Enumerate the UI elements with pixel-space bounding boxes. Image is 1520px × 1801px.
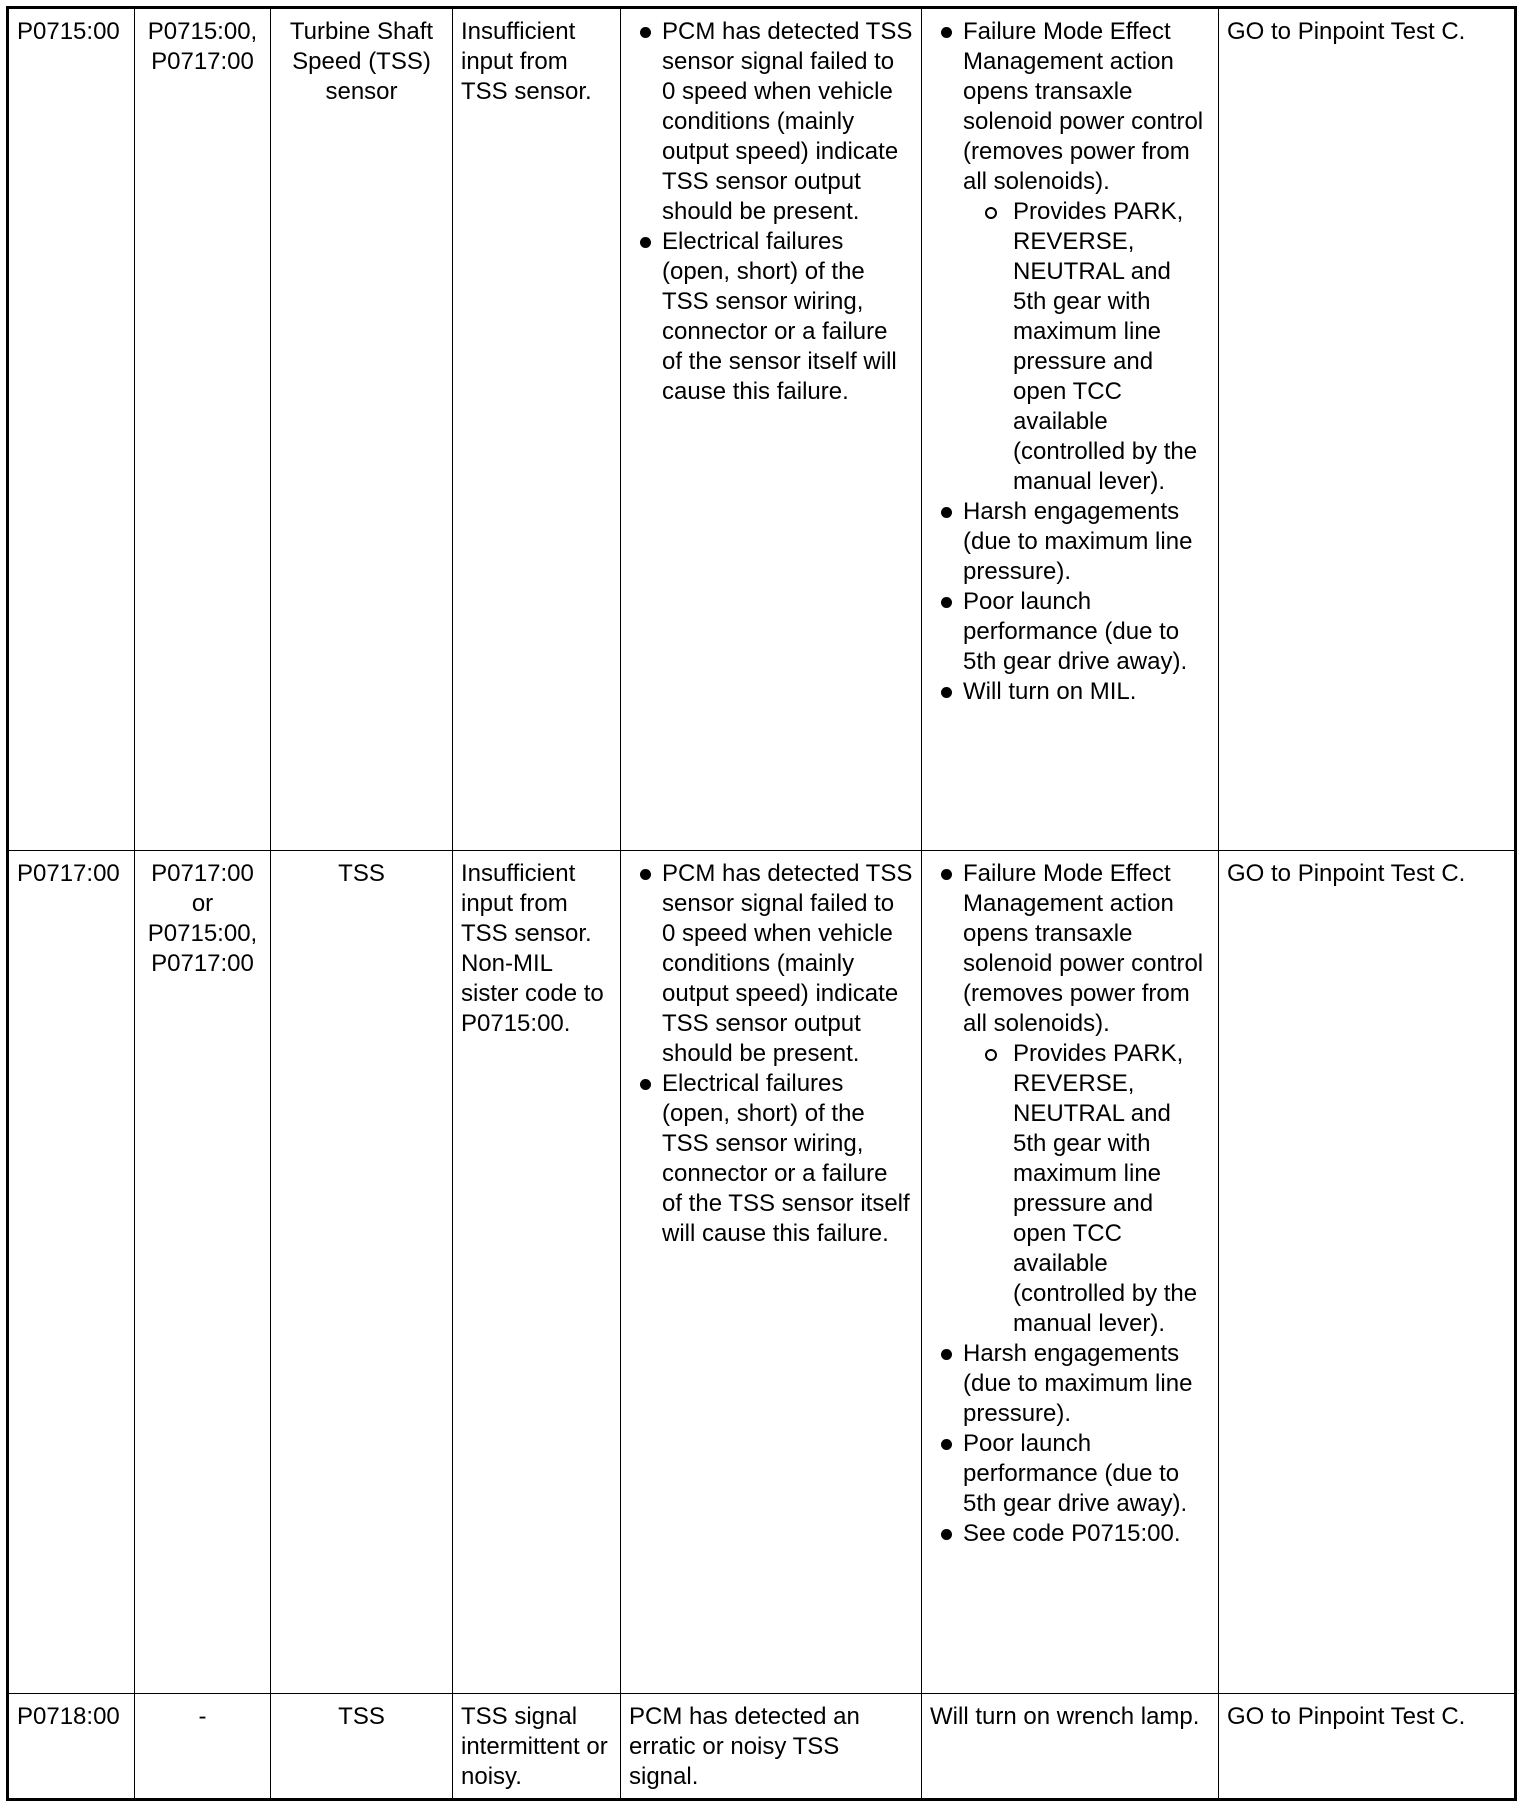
- list-item: [930, 17, 1210, 497]
- list-item: Harsh engagements (due to maximum line pressure).: [930, 1339, 1210, 1429]
- table-row: [8, 1694, 1516, 1800]
- list-item: PCM has detected TSS sensor signal failed to 0 speed when vehicle conditions (mainly output speed) indicate TSS sensor output should be present.: [629, 859, 913, 1069]
- table-row: [8, 8, 1516, 851]
- sub-list-item: Provides PARK, REVERSE, NEUTRAL and 5th gear with maximum line pressure and open TCC available (controlled by the manual lever).: [963, 197, 1210, 497]
- dtc-table: [6, 6, 1517, 1801]
- description-cell: Insufficient input from TSS sensor.: [453, 8, 621, 851]
- list-item: [930, 859, 1210, 1339]
- action-cell: GO to Pinpoint Test C.: [1219, 8, 1516, 851]
- dtc-code-cell: P0717:00: [8, 851, 135, 1694]
- conditions-cell: [621, 8, 922, 851]
- description-cell: TSS signal intermittent or noisy.: [453, 1694, 621, 1800]
- component-cell: TSS: [271, 1694, 453, 1800]
- conditions-cell: [621, 851, 922, 1694]
- dtc-code-cell: P0718:00: [8, 1694, 135, 1800]
- symptoms-cell: [922, 851, 1219, 1694]
- conditions-cell: PCM has detected an erratic or noisy TSS signal.: [621, 1694, 922, 1800]
- list-item: Poor launch performance (due to 5th gear drive away).: [930, 587, 1210, 677]
- symptom-main-text: Failure Mode Effect Management action opens transaxle solenoid power control (removes power from all solenoids).: [963, 860, 1204, 1037]
- sub-list-item: Provides PARK, REVERSE, NEUTRAL and 5th gear with maximum line pressure and open TCC available (controlled by the manual lever).: [963, 1039, 1210, 1339]
- component-cell: Turbine Shaft Speed (TSS) sensor: [271, 8, 453, 851]
- component-cell: TSS: [271, 851, 453, 1694]
- symptoms-cell: Will turn on wrench lamp.: [922, 1694, 1219, 1800]
- dtc-code-cell: P0715:00: [8, 8, 135, 851]
- list-item: Will turn on MIL.: [930, 677, 1210, 707]
- table-row: [8, 851, 1516, 1694]
- list-item: Harsh engagements (due to maximum line pressure).: [930, 497, 1210, 587]
- action-cell: GO to Pinpoint Test C.: [1219, 1694, 1516, 1800]
- symptoms-cell: [922, 8, 1219, 851]
- related-codes-cell: P0715:00, P0717:00: [135, 8, 271, 851]
- list-item: Electrical failures (open, short) of the TSS sensor wiring, connector or a failure of the sensor itself will cause this failure.: [629, 227, 913, 407]
- list-item: PCM has detected TSS sensor signal failed to 0 speed when vehicle conditions (mainly output speed) indicate TSS sensor output should be present.: [629, 17, 913, 227]
- list-item: Electrical failures (open, short) of the TSS sensor wiring, connector or a failure of the TSS sensor itself will cause this failure.: [629, 1069, 913, 1249]
- symptom-main-text: Failure Mode Effect Management action opens transaxle solenoid power control (removes power from all solenoids).: [963, 18, 1204, 195]
- list-item: Poor launch performance (due to 5th gear drive away).: [930, 1429, 1210, 1519]
- list-item: See code P0715:00.: [930, 1519, 1210, 1549]
- action-cell: GO to Pinpoint Test C.: [1219, 851, 1516, 1694]
- description-cell: Insufficient input from TSS sensor. Non-MIL sister code to P0715:00.: [453, 851, 621, 1694]
- related-codes-cell: P0717:00 or P0715:00, P0717:00: [135, 851, 271, 1694]
- related-codes-cell: -: [135, 1694, 271, 1800]
